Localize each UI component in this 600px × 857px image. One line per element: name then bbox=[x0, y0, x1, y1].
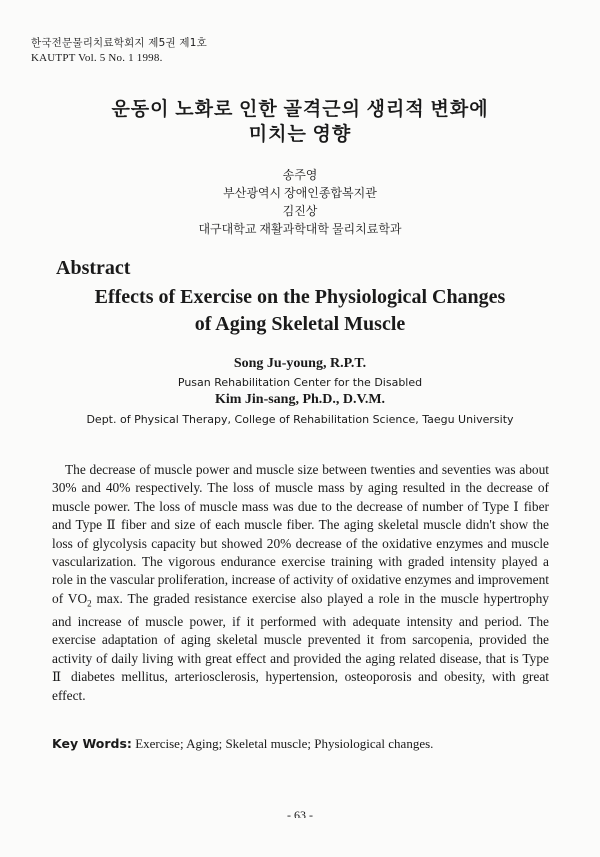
english-title-line-1: Effects of Exercise on the Physiological Changes bbox=[94, 286, 506, 308]
abstract-body bbox=[52, 461, 549, 705]
keywords-label: Key Words: bbox=[52, 736, 132, 751]
english-author-2-affiliation: Dept. of Physical Therapy, College of Rehabilitation Science, Taegu University bbox=[86, 413, 514, 426]
keywords-values: Exercise; Aging; Skeletal muscle; Physiological changes. bbox=[135, 736, 434, 751]
korean-author-1-affiliation: 부산광역시 장애인종합복지관 bbox=[223, 186, 377, 200]
korean-title-line-2: 미치는 영향 bbox=[248, 124, 352, 145]
abstract-text-part-2: max. The graded resistance exercise also played a role in the muscle hypertrophy and increase of muscle power, if it performed with adequate intensity and period. The exercise adaptation of aging skeletal muscle prevented it from sarcopenia, provided the activity of daily living with great effect and provided the aging related disease, that is Type Ⅱ diabetes mellitus, arteriosclerosis, hypertension, osteoporosis and obesity, with great effect. bbox=[52, 590, 549, 703]
vo2-subscript: 2 bbox=[87, 598, 92, 609]
english-author-2-name: Kim Jin-sang, Ph.D., D.V.M. bbox=[214, 392, 386, 407]
abstract-heading: Abstract bbox=[56, 257, 131, 279]
page-number: - 63 - bbox=[287, 808, 313, 818]
korean-author-2-name: 김진상 bbox=[282, 204, 318, 218]
english-author-1-name: Song Ju-young, R.P.T. bbox=[233, 356, 367, 371]
english-author-1-affiliation: Pusan Rehabilitation Center for the Disabled bbox=[177, 376, 423, 389]
journal-korean-title: 한국전문물리치료학회지 제5권 제1호 bbox=[31, 37, 207, 49]
keywords-line bbox=[52, 736, 433, 752]
korean-author-2-affiliation: 대구대학교 재활과학대학 물리치료학과 bbox=[198, 222, 402, 236]
journal-header bbox=[31, 36, 207, 66]
english-title-line-2: of Aging Skeletal Muscle bbox=[194, 313, 406, 335]
korean-author-1-name: 송주영 bbox=[282, 168, 318, 182]
korean-title-line-1: 운동이 노화로 인한 골격근의 생리적 변화에 bbox=[111, 99, 489, 120]
journal-volume-line: KAUTPT Vol. 5 No. 1 1998. bbox=[31, 52, 163, 64]
abstract-text-part-1: The decrease of muscle power and muscle size between twenties and seventies was about 30% and 40% respectively. The loss of muscle mass by aging resulted in the decrease of muscle power. The loss of muscle mass was due to the decrease of number of Type Ⅰ fiber and Type Ⅱ fiber and size of each muscle fiber. The aging skeletal muscle didn't show the loss of glycolysis capacity but showed 20% decrease of the oxidative enzymes and muscle vascularization. The vigorous endurance exercise training with graded intensity played a role in the vascular proliferation, increase of activity of oxidative enzymes and improvement of VO bbox=[52, 462, 549, 606]
